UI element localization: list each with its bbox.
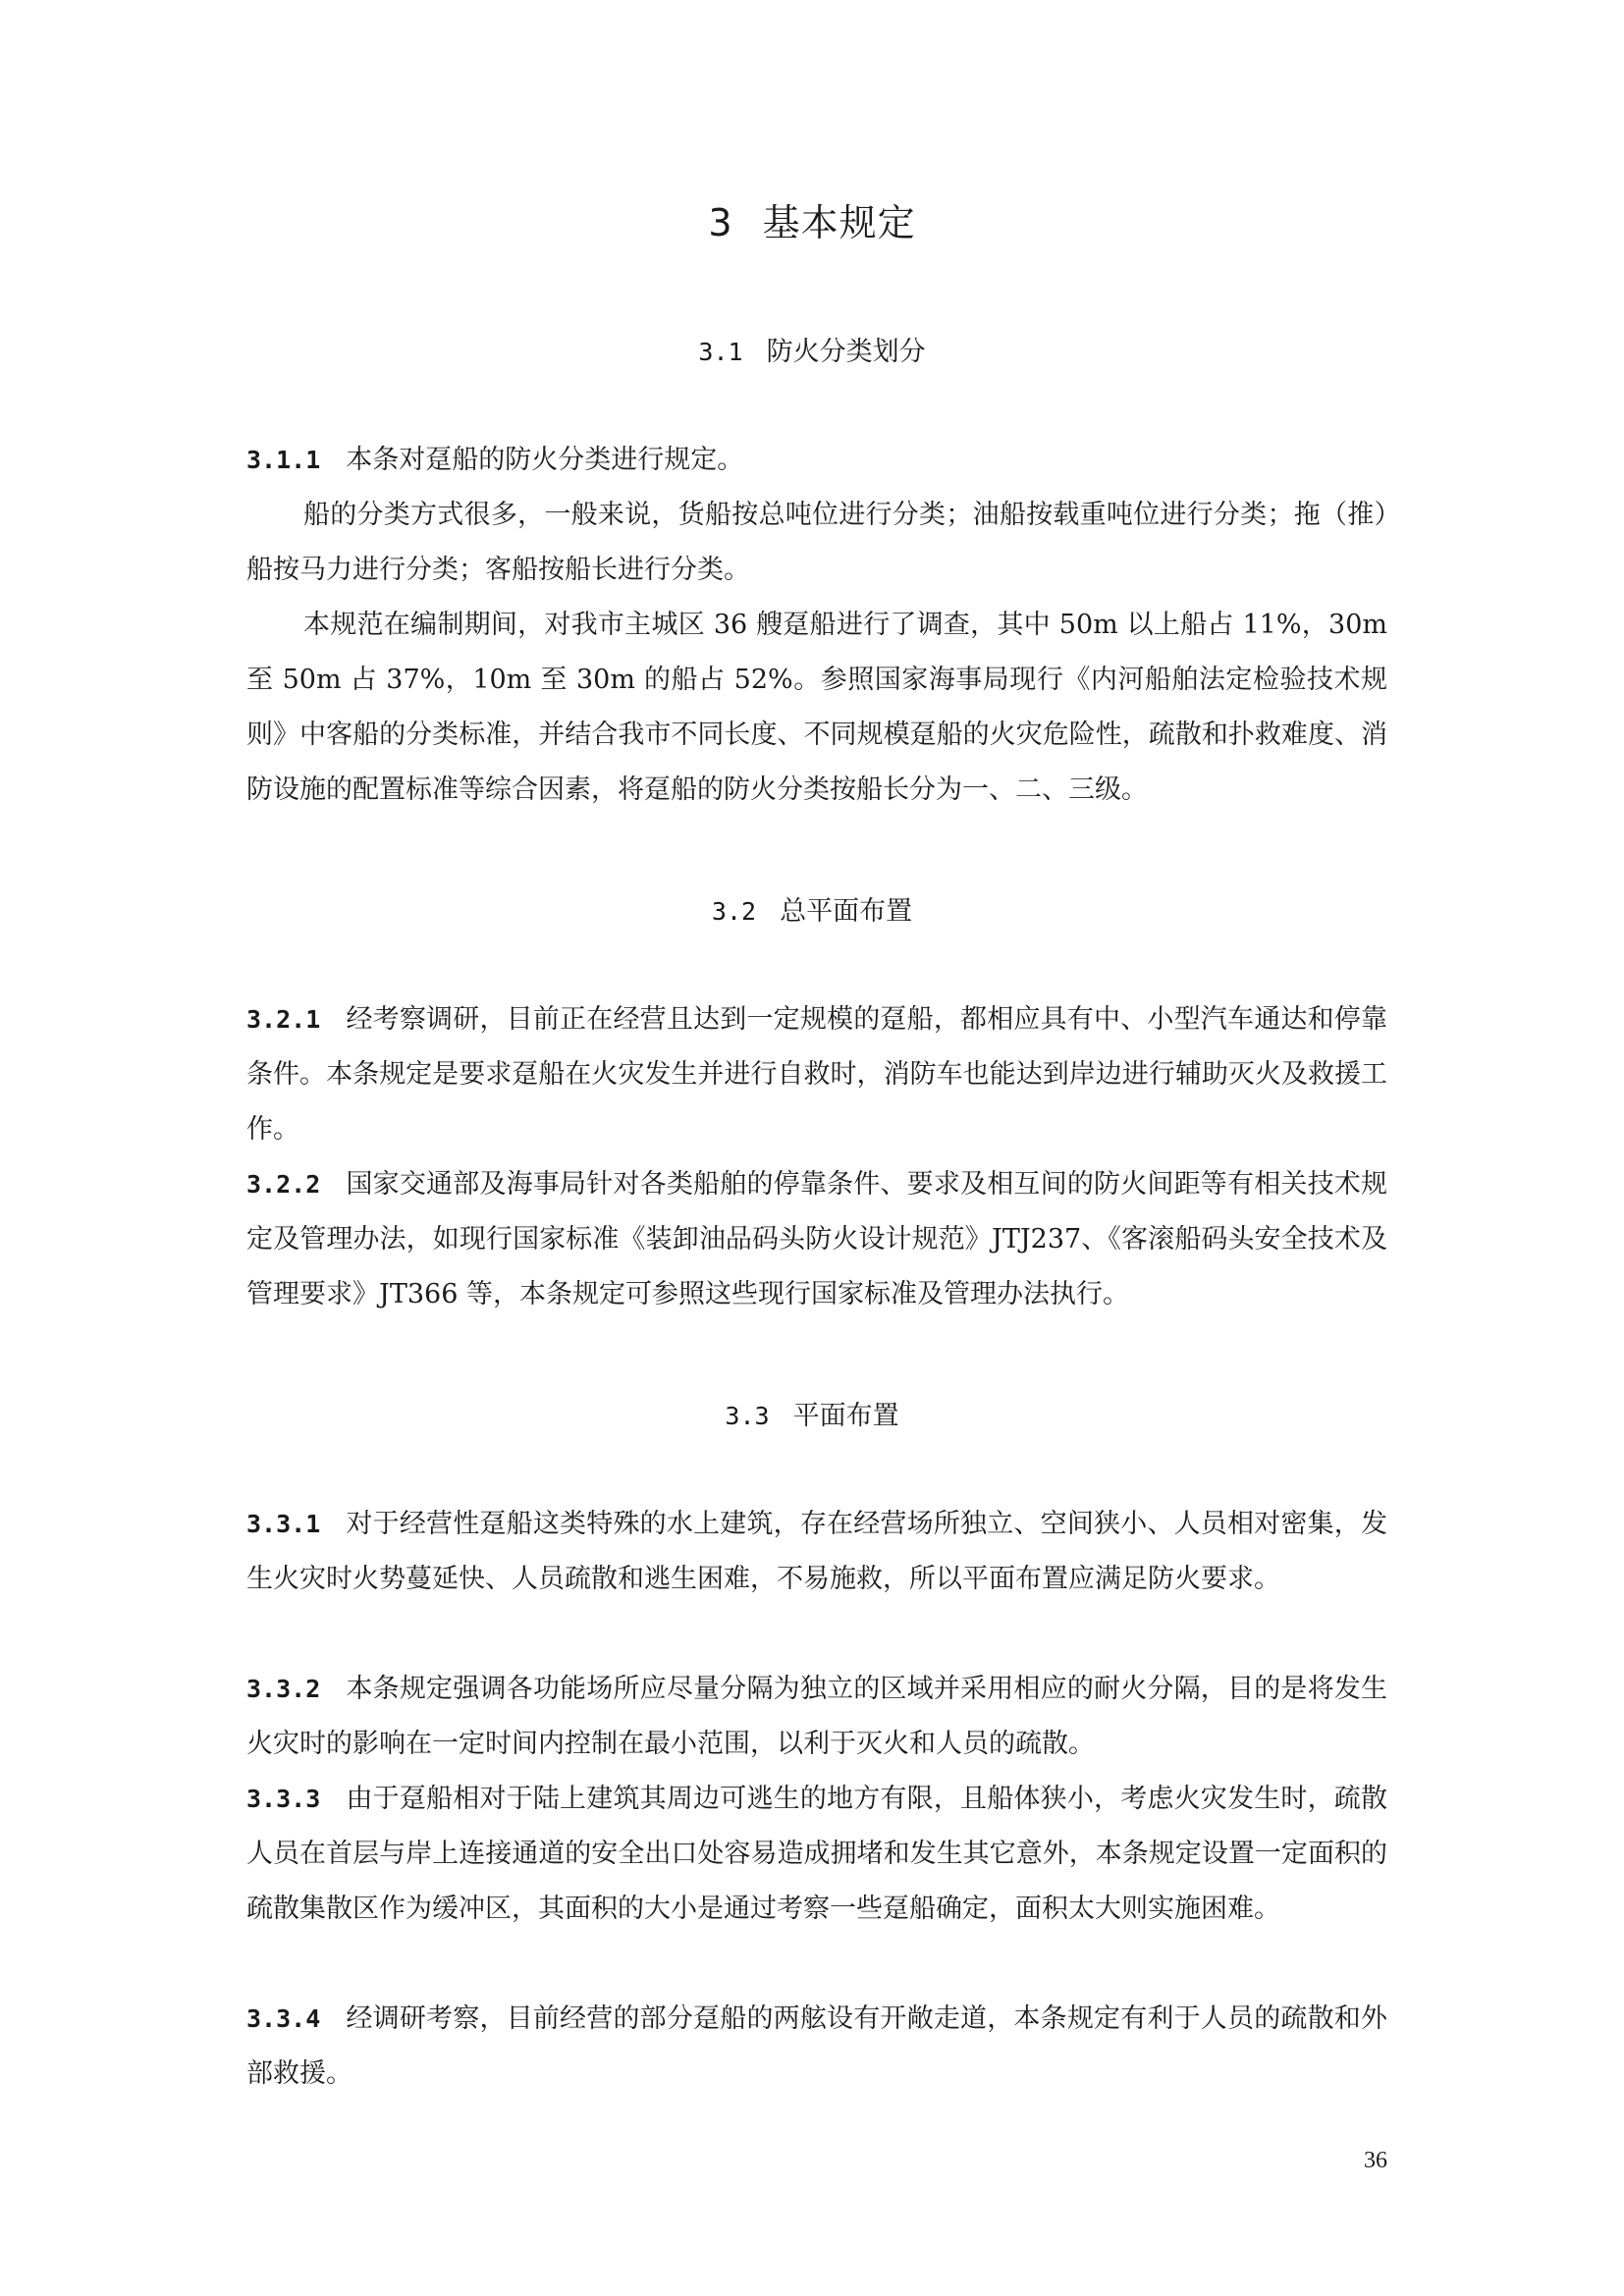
section-title-text: 总平面布置 (780, 896, 913, 927)
section-title-3-2 (0, 889, 1624, 928)
chapter-title-text: 基本规定 (762, 201, 916, 244)
chapter-number: 3 (708, 201, 733, 244)
page-number: 36 (1364, 2148, 1387, 2173)
clause-text: 经调研考察，目前经营的部分趸船的两舷设有开敞走道，本条规定有利于人员的疏散和外部救援。 (246, 2003, 1387, 2089)
clause-3-2-2 (246, 1157, 1387, 1322)
clause-number: 3.3.4 (246, 2004, 321, 2033)
paragraph-3-1-1-b: 本规范在编制期间，对我市主城区 36 艘趸船进行了调查，其中 50m 以上船占 11%，30m 至 50m 占 37%，10m 至 30m 的船占 52%。参照国家海事局现行《内河船舶法定检验技术规则》中客船的分类标准，并结合我市不同长度、不同规模趸船的火灾危险性，疏散和扑救难度、消防设施的配置标准等综合因素，将趸船的防火分类按船长分为一、二、三级。 (246, 610, 1387, 805)
clause-3-3-4 (246, 1992, 1387, 2102)
section-title-3-3 (0, 1394, 1624, 1432)
section-title-text: 平面布置 (792, 1401, 899, 1431)
clause-text: 由于趸船相对于陆上建筑其周边可逃生的地方有限，且船体狭小，考虑火灾发生时，疏散人员在首层与岸上连接通道的安全出口处容易造成拥堵和发生其它意外，本条规定设置一定面积的疏散集散区作为缓冲区，其面积的大小是通过考察一些趸船确定，面积太大则实施困难。 (246, 1784, 1387, 1924)
clause-number: 3.3.1 (246, 1510, 321, 1538)
section-number: 3.3 (725, 1402, 770, 1430)
clause-number: 3.2.1 (246, 1005, 321, 1034)
clause-3-3-2 (246, 1662, 1387, 1772)
section-title-text: 防火分类划分 (766, 337, 926, 367)
clause-text: 国家交通部及海事局针对各类船舶的停靠条件、要求及相互间的防火间距等有相关技术规定及管理办法，如现行国家标准《装卸油品码头防火设计规范》JTJ237、《客滚船码头安全技术及管理要求》JT366 等，本条规定可参照这些现行国家标准及管理办法执行。 (246, 1169, 1387, 1309)
section-number: 3.2 (711, 897, 757, 926)
clause-number: 3.2.2 (246, 1170, 321, 1199)
chapter-title (0, 192, 1624, 246)
clause-text: 经考察调研，目前正在经营且达到一定规模的趸船，都相应具有中、小型汽车通达和停靠条件。本条规定是要求趸船在火灾发生并进行自救时，消防车也能达到岸边进行辅助灭火及救援工作。 (246, 1004, 1387, 1145)
clause-number: 3.1.1 (246, 446, 321, 474)
clause-number: 3.3.2 (246, 1675, 321, 1703)
paragraph-3-1-1-a: 船的分类方式很多，一般来说，货船按总吨位进行分类；油船按载重吨位进行分类；拖（推）船按马力进行分类；客船按船长进行分类。 (246, 500, 1387, 585)
section-title-3-1 (0, 330, 1624, 368)
section-number: 3.1 (698, 338, 743, 366)
clause-text: 对于经营性趸船这类特殊的水上建筑，存在经营场所独立、空间狭小、人员相对密集，发生火灾时火势蔓延快、人员疏散和逃生困难，不易施救，所以平面布置应满足防火要求。 (246, 1509, 1387, 1594)
clause-3-3-1 (246, 1497, 1387, 1607)
clause-3-3-3 (246, 1772, 1387, 1937)
clause-text: 本条对趸船的防火分类进行规定。 (346, 445, 744, 475)
clause-3-2-1 (246, 992, 1387, 1157)
clause-3-1-1 (246, 433, 1387, 488)
clause-text: 本条规定强调各功能场所应尽量分隔为独立的区域并采用相应的耐火分隔，目的是将发生火灾时的影响在一定时间内控制在最小范围，以利于灭火和人员的疏散。 (246, 1674, 1387, 1759)
clause-number: 3.3.3 (246, 1785, 321, 1813)
